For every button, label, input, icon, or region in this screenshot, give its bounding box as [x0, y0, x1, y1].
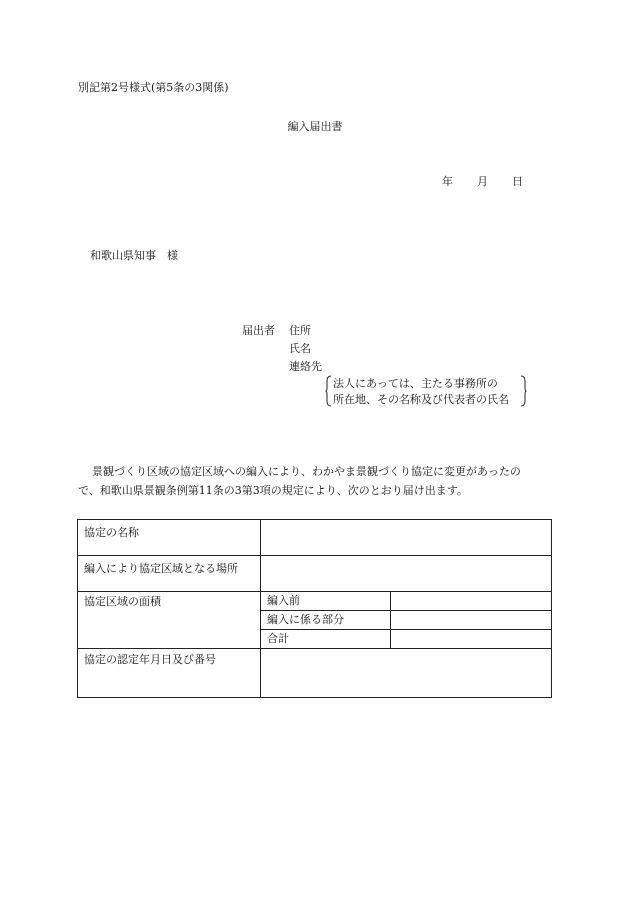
form-number-label: 別記第2号様式(第5条の3関係) — [78, 81, 229, 94]
date-year-label: 年 — [442, 175, 453, 188]
body-text-line1: 景観づくり区域の協定区域への編入により、わかやま景観づくり協定に変更があったの — [92, 465, 521, 478]
notification-table — [77, 519, 552, 698]
date-month-label: 月 — [477, 175, 488, 188]
corporate-note-line2: 所在地、その名称及び代表者の氏名 — [333, 393, 509, 406]
area-label: 協定区域の面積 — [78, 592, 261, 649]
name-label: 氏名 — [289, 342, 311, 355]
area-before-label: 編入前 — [261, 592, 391, 611]
body-text-line2: で、和歌山県景観条例第11条の3第3項の規定により、次のとおり届け出ます。 — [78, 484, 468, 497]
addressee: 和歌山県知事 様 — [90, 249, 178, 262]
location-label: 編入により協定区域となる場所 — [78, 556, 261, 592]
area-total-field[interactable] — [391, 630, 552, 649]
document-title: 編入届出書 — [287, 120, 343, 133]
certification-field[interactable] — [261, 649, 552, 698]
contact-label: 連絡先 — [289, 360, 322, 373]
table-row — [78, 556, 552, 592]
corporate-note — [325, 375, 527, 407]
table-row — [78, 592, 552, 611]
date-day-label: 日 — [512, 175, 523, 188]
agreement-name-label: 協定の名称 — [78, 520, 261, 556]
notifier-label: 届出者 — [242, 324, 275, 337]
table-row — [78, 520, 552, 556]
agreement-name-field[interactable] — [261, 520, 552, 556]
certification-label: 協定の認定年月日及び番号 — [78, 649, 261, 698]
area-part-field[interactable] — [391, 611, 552, 630]
area-part-label: 編入に係る部分 — [261, 611, 391, 630]
address-label: 住所 — [289, 324, 311, 337]
location-field[interactable] — [261, 556, 552, 592]
area-before-field[interactable] — [391, 592, 552, 611]
table-row — [78, 649, 552, 698]
area-total-label: 合計 — [261, 630, 391, 649]
corporate-note-line1: 法人にあっては、主たる事務所の — [333, 377, 498, 390]
